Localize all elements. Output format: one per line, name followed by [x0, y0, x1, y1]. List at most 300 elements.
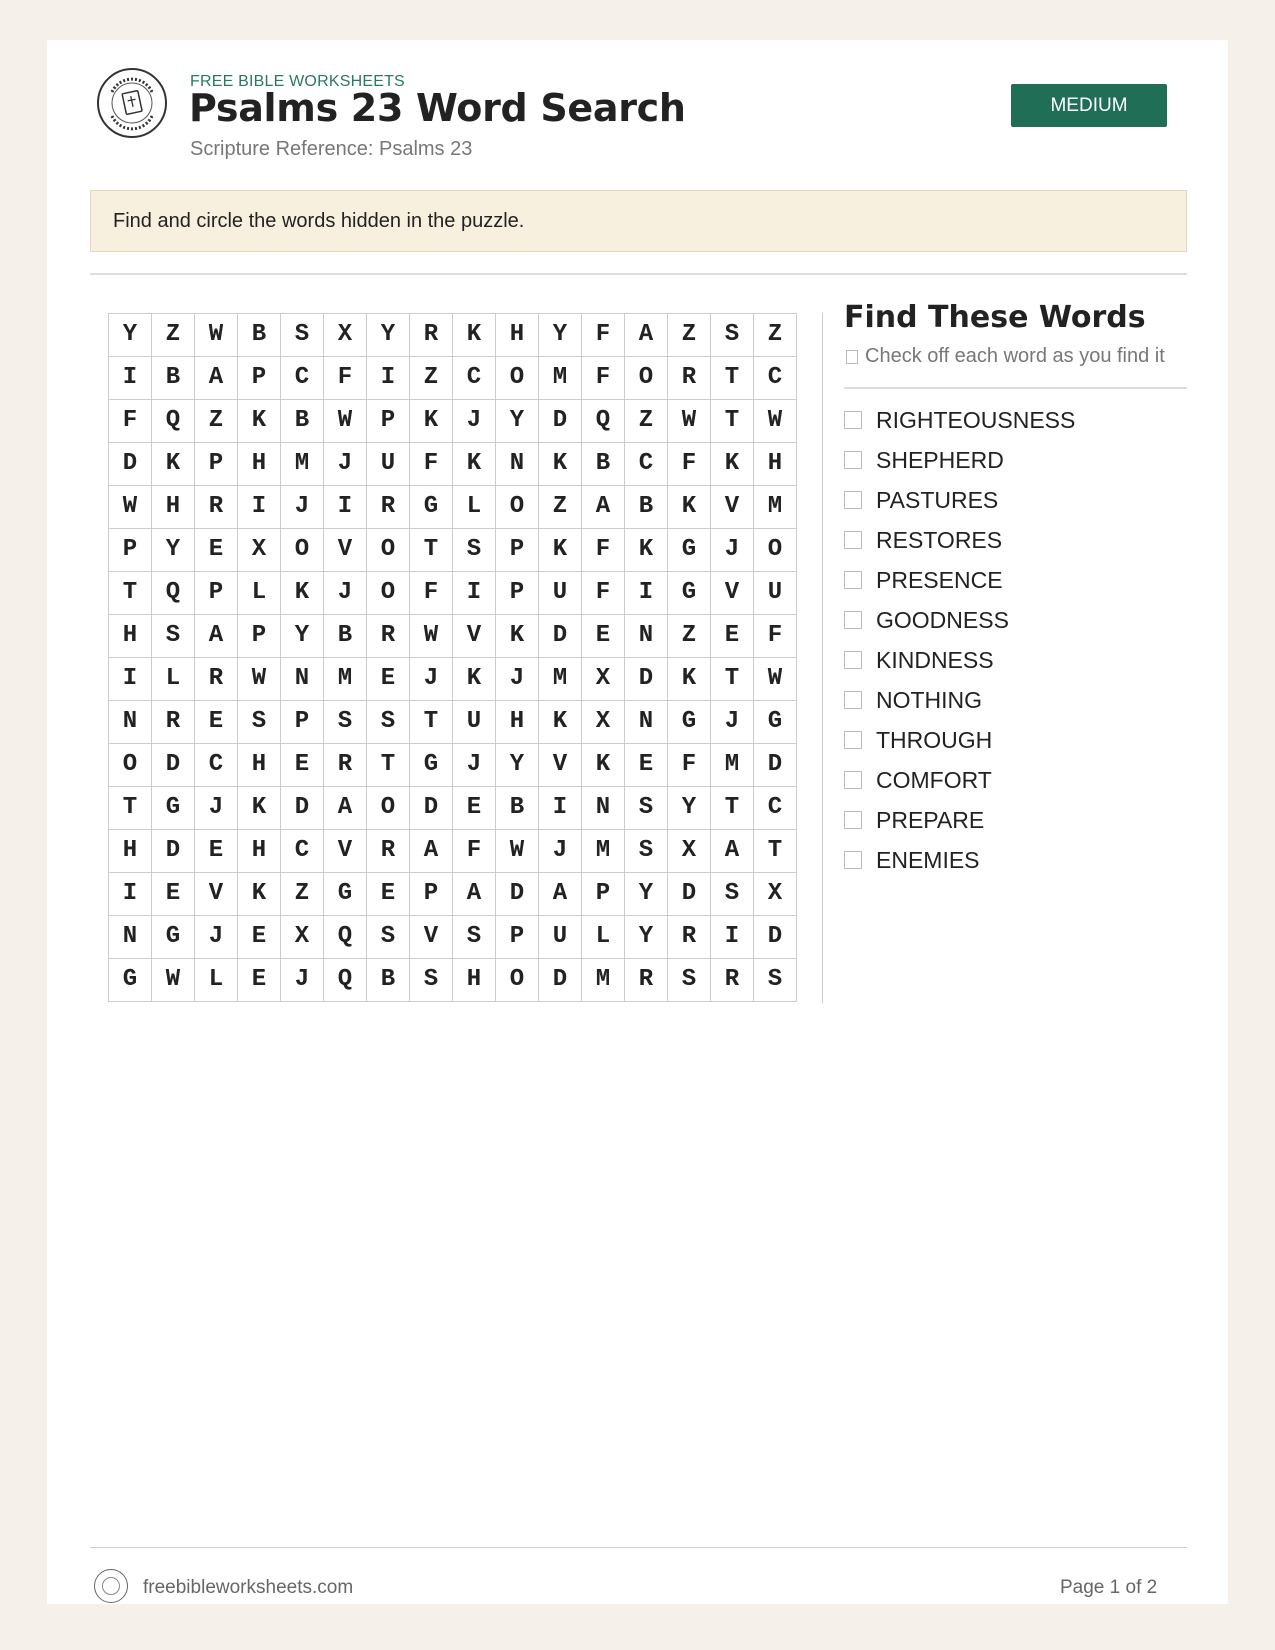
- grid-cell[interactable]: S: [238, 701, 281, 744]
- grid-cell[interactable]: F: [410, 572, 453, 615]
- grid-cell[interactable]: J: [281, 486, 324, 529]
- grid-cell[interactable]: S: [367, 701, 410, 744]
- grid-cell[interactable]: M: [582, 830, 625, 873]
- grid-cell[interactable]: V: [453, 615, 496, 658]
- grid-cell[interactable]: A: [625, 314, 668, 357]
- grid-cell[interactable]: W: [754, 400, 797, 443]
- grid-cell[interactable]: V: [195, 873, 238, 916]
- grid-cell[interactable]: Y: [539, 314, 582, 357]
- grid-cell[interactable]: T: [109, 787, 152, 830]
- grid-cell[interactable]: T: [109, 572, 152, 615]
- grid-cell[interactable]: H: [109, 830, 152, 873]
- grid-cell[interactable]: E: [152, 873, 195, 916]
- word-list-hint-text: Check off each word as you find it: [865, 345, 1165, 367]
- grid-cell[interactable]: K: [625, 529, 668, 572]
- grid-cell[interactable]: J: [324, 443, 367, 486]
- grid-cell[interactable]: F: [582, 572, 625, 615]
- grid-cell[interactable]: S: [453, 529, 496, 572]
- word-label: COMFORT: [876, 766, 992, 793]
- grid-cell[interactable]: H: [238, 744, 281, 787]
- grid-cell[interactable]: I: [711, 916, 754, 959]
- grid-cell[interactable]: L: [582, 916, 625, 959]
- grid-cell[interactable]: L: [453, 486, 496, 529]
- grid-cell[interactable]: F: [582, 529, 625, 572]
- grid-cell[interactable]: W: [410, 615, 453, 658]
- grid-cell[interactable]: S: [711, 873, 754, 916]
- grid-cell[interactable]: S: [410, 959, 453, 1002]
- grid-cell[interactable]: F: [410, 443, 453, 486]
- grid-cell[interactable]: R: [668, 357, 711, 400]
- word-list-item: [844, 840, 1075, 880]
- grid-cell[interactable]: A: [195, 357, 238, 400]
- grid-cell[interactable]: T: [410, 701, 453, 744]
- grid-cell[interactable]: D: [109, 443, 152, 486]
- grid-cell[interactable]: B: [625, 486, 668, 529]
- grid-cell[interactable]: M: [754, 486, 797, 529]
- grid-cell[interactable]: R: [410, 314, 453, 357]
- grid-cell[interactable]: N: [109, 701, 152, 744]
- grid-cell[interactable]: K: [711, 443, 754, 486]
- grid-cell[interactable]: O: [496, 357, 539, 400]
- grid-cell[interactable]: F: [582, 357, 625, 400]
- grid-cell[interactable]: E: [238, 916, 281, 959]
- grid-cell[interactable]: K: [539, 529, 582, 572]
- grid-cell[interactable]: R: [711, 959, 754, 1002]
- word-list-item: [844, 760, 1075, 800]
- grid-cell[interactable]: D: [539, 400, 582, 443]
- word-label: PRESENCE: [876, 566, 1003, 593]
- grid-cell[interactable]: H: [496, 701, 539, 744]
- grid-cell[interactable]: U: [539, 916, 582, 959]
- grid-cell[interactable]: I: [539, 787, 582, 830]
- grid-cell[interactable]: M: [539, 357, 582, 400]
- grid-cell[interactable]: V: [324, 529, 367, 572]
- grid-cell[interactable]: M: [281, 443, 324, 486]
- bible-icon: [99, 70, 169, 140]
- grid-cell[interactable]: V: [711, 572, 754, 615]
- grid-cell[interactable]: S: [367, 916, 410, 959]
- grid-cell[interactable]: U: [453, 701, 496, 744]
- grid-cell[interactable]: C: [625, 443, 668, 486]
- grid-cell[interactable]: J: [281, 959, 324, 1002]
- word-label: RESTORES: [876, 526, 1003, 553]
- instructions-box: Find and circle the words hidden in the puzzle.: [90, 190, 1187, 252]
- grid-cell[interactable]: Z: [754, 314, 797, 357]
- grid-cell[interactable]: S: [281, 314, 324, 357]
- brand-name: FREE BIBLE WORKSHEETS: [190, 73, 405, 90]
- grid-cell[interactable]: G: [152, 916, 195, 959]
- footer-divider: [90, 1547, 1187, 1548]
- grid-cell[interactable]: D: [152, 830, 195, 873]
- grid-cell[interactable]: I: [109, 357, 152, 400]
- grid-cell[interactable]: O: [496, 959, 539, 1002]
- grid-cell[interactable]: B: [582, 443, 625, 486]
- grid-cell[interactable]: J: [410, 658, 453, 701]
- grid-cell[interactable]: P: [496, 529, 539, 572]
- word-label: ENEMIES: [876, 846, 980, 873]
- grid-cell[interactable]: A: [410, 830, 453, 873]
- grid-cell[interactable]: K: [453, 658, 496, 701]
- grid-cell[interactable]: G: [109, 959, 152, 1002]
- grid-cell[interactable]: K: [539, 443, 582, 486]
- grid-cell[interactable]: J: [496, 658, 539, 701]
- grid-cell[interactable]: I: [453, 572, 496, 615]
- grid-cell[interactable]: Y: [625, 916, 668, 959]
- grid-cell[interactable]: I: [625, 572, 668, 615]
- grid-cell[interactable]: S: [711, 314, 754, 357]
- grid-cell[interactable]: T: [410, 529, 453, 572]
- grid-cell[interactable]: D: [281, 787, 324, 830]
- word-list-item: [844, 640, 1075, 680]
- grid-cell[interactable]: P: [195, 443, 238, 486]
- grid-cell[interactable]: W: [754, 658, 797, 701]
- grid-cell[interactable]: F: [109, 400, 152, 443]
- grid-cell[interactable]: S: [625, 787, 668, 830]
- grid-cell[interactable]: Q: [324, 959, 367, 1002]
- grid-cell[interactable]: P: [496, 916, 539, 959]
- grid-cell[interactable]: D: [496, 873, 539, 916]
- grid-cell[interactable]: S: [453, 916, 496, 959]
- word-list-item: [844, 560, 1075, 600]
- grid-cell[interactable]: D: [539, 615, 582, 658]
- grid-cell[interactable]: P: [109, 529, 152, 572]
- grid-cell[interactable]: R: [152, 701, 195, 744]
- grid-cell[interactable]: F: [453, 830, 496, 873]
- grid-cell[interactable]: D: [152, 744, 195, 787]
- grid-cell[interactable]: Y: [152, 529, 195, 572]
- grid-cell[interactable]: T: [711, 400, 754, 443]
- word-label: PREPARE: [876, 806, 985, 833]
- word-list-divider: [844, 387, 1187, 389]
- grid-cell[interactable]: K: [238, 873, 281, 916]
- grid-cell[interactable]: A: [324, 787, 367, 830]
- grid-cell[interactable]: J: [453, 400, 496, 443]
- grid-cell[interactable]: O: [367, 529, 410, 572]
- grid-cell[interactable]: D: [539, 959, 582, 1002]
- grid-cell[interactable]: G: [668, 701, 711, 744]
- bible-icon: [102, 1577, 120, 1595]
- grid-cell[interactable]: T: [711, 787, 754, 830]
- grid-cell[interactable]: S: [152, 615, 195, 658]
- grid-cell[interactable]: K: [453, 443, 496, 486]
- grid-cell[interactable]: R: [195, 486, 238, 529]
- grid-cell[interactable]: E: [367, 873, 410, 916]
- grid-cell[interactable]: H: [238, 830, 281, 873]
- word-checkbox[interactable]: [844, 571, 862, 589]
- grid-cell[interactable]: I: [109, 658, 152, 701]
- grid-cell[interactable]: J: [539, 830, 582, 873]
- word-checkbox[interactable]: [844, 731, 862, 749]
- grid-cell[interactable]: J: [711, 529, 754, 572]
- grid-cell[interactable]: C: [195, 744, 238, 787]
- grid-cell[interactable]: Q: [152, 400, 195, 443]
- grid-cell[interactable]: S: [625, 830, 668, 873]
- grid-cell[interactable]: X: [324, 314, 367, 357]
- grid-cell[interactable]: Y: [625, 873, 668, 916]
- grid-cell[interactable]: K: [668, 658, 711, 701]
- grid-cell[interactable]: R: [367, 830, 410, 873]
- grid-cell[interactable]: F: [324, 357, 367, 400]
- grid-cell[interactable]: V: [410, 916, 453, 959]
- grid-cell[interactable]: M: [324, 658, 367, 701]
- grid-cell[interactable]: J: [453, 744, 496, 787]
- grid-cell[interactable]: T: [754, 830, 797, 873]
- grid-cell[interactable]: I: [324, 486, 367, 529]
- grid-cell[interactable]: Y: [109, 314, 152, 357]
- grid-cell[interactable]: K: [238, 400, 281, 443]
- grid-cell[interactable]: H: [453, 959, 496, 1002]
- grid-cell[interactable]: W: [324, 400, 367, 443]
- grid-cell[interactable]: E: [238, 959, 281, 1002]
- grid-cell[interactable]: J: [711, 701, 754, 744]
- grid-cell[interactable]: B: [281, 400, 324, 443]
- grid-cell[interactable]: K: [453, 314, 496, 357]
- grid-cell[interactable]: A: [453, 873, 496, 916]
- header-divider: [90, 273, 1187, 275]
- grid-cell[interactable]: C: [281, 830, 324, 873]
- grid-cell[interactable]: K: [238, 787, 281, 830]
- difficulty-badge: MEDIUM: [1011, 84, 1167, 127]
- grid-cell[interactable]: M: [582, 959, 625, 1002]
- grid-cell[interactable]: Y: [496, 400, 539, 443]
- grid-cell[interactable]: G: [754, 701, 797, 744]
- grid-cell[interactable]: O: [109, 744, 152, 787]
- grid-cell[interactable]: J: [324, 572, 367, 615]
- grid-cell[interactable]: E: [711, 615, 754, 658]
- grid-cell[interactable]: I: [109, 873, 152, 916]
- word-list-item: [844, 440, 1075, 480]
- grid-cell[interactable]: W: [668, 400, 711, 443]
- grid-cell[interactable]: W: [152, 959, 195, 1002]
- grid-cell[interactable]: P: [496, 572, 539, 615]
- grid-cell[interactable]: T: [711, 658, 754, 701]
- grid-cell[interactable]: U: [367, 443, 410, 486]
- grid-cell[interactable]: K: [539, 701, 582, 744]
- grid-cell[interactable]: D: [410, 787, 453, 830]
- grid-cell[interactable]: X: [238, 529, 281, 572]
- footer-url[interactable]: freebibleworksheets.com: [143, 1577, 354, 1598]
- grid-cell[interactable]: G: [152, 787, 195, 830]
- grid-cell[interactable]: U: [539, 572, 582, 615]
- grid-cell[interactable]: K: [281, 572, 324, 615]
- word-label: KINDNESS: [876, 646, 994, 673]
- scripture-reference: Scripture Reference: Psalms 23: [190, 138, 473, 160]
- grid-cell[interactable]: R: [367, 486, 410, 529]
- grid-cell[interactable]: W: [496, 830, 539, 873]
- grid-cell[interactable]: F: [582, 314, 625, 357]
- grid-cell[interactable]: C: [754, 787, 797, 830]
- grid-cell[interactable]: M: [539, 658, 582, 701]
- word-checkbox[interactable]: [844, 811, 862, 829]
- grid-cell[interactable]: G: [410, 744, 453, 787]
- grid-cell[interactable]: N: [625, 615, 668, 658]
- grid-cell[interactable]: H: [109, 615, 152, 658]
- grid-cell[interactable]: B: [152, 357, 195, 400]
- grid-cell[interactable]: K: [582, 744, 625, 787]
- grid-cell[interactable]: J: [195, 916, 238, 959]
- word-checkbox[interactable]: [844, 531, 862, 549]
- grid-cell[interactable]: H: [754, 443, 797, 486]
- grid-cell[interactable]: J: [195, 787, 238, 830]
- grid-cell[interactable]: N: [109, 916, 152, 959]
- grid-cell[interactable]: S: [754, 959, 797, 1002]
- grid-cell[interactable]: O: [754, 529, 797, 572]
- grid-cell[interactable]: Z: [625, 400, 668, 443]
- grid-cell[interactable]: E: [367, 658, 410, 701]
- grid-cell[interactable]: A: [711, 830, 754, 873]
- grid-cell[interactable]: Z: [539, 486, 582, 529]
- grid-cell[interactable]: A: [539, 873, 582, 916]
- worksheet-page: [47, 40, 1228, 1604]
- grid-cell[interactable]: E: [195, 830, 238, 873]
- grid-cell[interactable]: Z: [281, 873, 324, 916]
- grid-cell[interactable]: K: [668, 486, 711, 529]
- grid-cell[interactable]: P: [195, 572, 238, 615]
- brand-logo: [97, 68, 167, 138]
- grid-cell[interactable]: X: [668, 830, 711, 873]
- grid-cell[interactable]: V: [711, 486, 754, 529]
- grid-cell[interactable]: Z: [152, 314, 195, 357]
- grid-cell[interactable]: B: [324, 615, 367, 658]
- grid-cell[interactable]: D: [754, 744, 797, 787]
- grid-cell[interactable]: A: [195, 615, 238, 658]
- grid-cell[interactable]: E: [582, 615, 625, 658]
- grid-cell[interactable]: E: [281, 744, 324, 787]
- grid-cell[interactable]: Z: [668, 314, 711, 357]
- word-checkbox[interactable]: [844, 651, 862, 669]
- grid-cell[interactable]: N: [496, 443, 539, 486]
- grid-cell[interactable]: G: [668, 572, 711, 615]
- grid-cell[interactable]: R: [668, 916, 711, 959]
- grid-cell[interactable]: O: [625, 357, 668, 400]
- grid-cell[interactable]: R: [367, 615, 410, 658]
- grid-cell[interactable]: V: [539, 744, 582, 787]
- grid-cell[interactable]: Q: [582, 400, 625, 443]
- grid-cell[interactable]: Z: [410, 357, 453, 400]
- grid-cell[interactable]: S: [668, 959, 711, 1002]
- grid-cell[interactable]: L: [152, 658, 195, 701]
- word-checkbox[interactable]: [844, 611, 862, 629]
- grid-cell[interactable]: Y: [496, 744, 539, 787]
- grid-cell[interactable]: D: [668, 873, 711, 916]
- grid-cell[interactable]: B: [238, 314, 281, 357]
- grid-cell[interactable]: M: [711, 744, 754, 787]
- grid-cell[interactable]: P: [410, 873, 453, 916]
- grid-cell[interactable]: W: [195, 314, 238, 357]
- word-label: SHEPHERD: [876, 446, 1004, 473]
- grid-cell[interactable]: S: [324, 701, 367, 744]
- grid-cell[interactable]: W: [109, 486, 152, 529]
- word-checkbox[interactable]: [844, 851, 862, 869]
- grid-cell[interactable]: B: [496, 787, 539, 830]
- grid-cell[interactable]: X: [582, 658, 625, 701]
- grid-cell[interactable]: H: [152, 486, 195, 529]
- grid-cell[interactable]: Z: [668, 615, 711, 658]
- grid-cell[interactable]: P: [238, 357, 281, 400]
- grid-cell[interactable]: R: [195, 658, 238, 701]
- word-label: THROUGH: [876, 726, 993, 753]
- grid-cell[interactable]: I: [367, 357, 410, 400]
- word-checkbox[interactable]: [844, 411, 862, 429]
- grid-cell[interactable]: N: [281, 658, 324, 701]
- grid-cell[interactable]: E: [453, 787, 496, 830]
- grid-cell[interactable]: P: [582, 873, 625, 916]
- grid-cell[interactable]: O: [367, 572, 410, 615]
- grid-cell[interactable]: O: [496, 486, 539, 529]
- grid-cell[interactable]: Q: [152, 572, 195, 615]
- grid-cell[interactable]: L: [238, 572, 281, 615]
- grid-cell[interactable]: F: [668, 443, 711, 486]
- grid-cell[interactable]: T: [367, 744, 410, 787]
- grid-cell[interactable]: G: [324, 873, 367, 916]
- grid-cell[interactable]: R: [324, 744, 367, 787]
- grid-cell[interactable]: E: [625, 744, 668, 787]
- grid-cell[interactable]: O: [367, 787, 410, 830]
- grid-cell[interactable]: C: [453, 357, 496, 400]
- grid-cell[interactable]: E: [195, 529, 238, 572]
- grid-cell[interactable]: K: [496, 615, 539, 658]
- word-list-item: [844, 800, 1075, 840]
- grid-cell[interactable]: B: [367, 959, 410, 1002]
- grid-cell[interactable]: K: [410, 400, 453, 443]
- grid-cell[interactable]: Y: [367, 314, 410, 357]
- grid-cell[interactable]: G: [410, 486, 453, 529]
- grid-cell[interactable]: X: [281, 916, 324, 959]
- grid-cell[interactable]: R: [625, 959, 668, 1002]
- grid-cell[interactable]: H: [238, 443, 281, 486]
- grid-cell[interactable]: Z: [195, 400, 238, 443]
- grid-cell[interactable]: P: [367, 400, 410, 443]
- grid-cell[interactable]: V: [324, 830, 367, 873]
- grid-cell[interactable]: K: [152, 443, 195, 486]
- grid-cell[interactable]: X: [754, 873, 797, 916]
- word-label: GOODNESS: [876, 606, 1009, 633]
- grid-cell[interactable]: P: [238, 615, 281, 658]
- grid-cell[interactable]: G: [668, 529, 711, 572]
- word-search-grid: [108, 313, 797, 1002]
- grid-cell[interactable]: E: [195, 701, 238, 744]
- grid-cell[interactable]: D: [754, 916, 797, 959]
- page-title: Psalms 23 Word Search: [189, 86, 686, 130]
- grid-cell[interactable]: P: [281, 701, 324, 744]
- grid-cell[interactable]: Y: [668, 787, 711, 830]
- grid-cell[interactable]: C: [754, 357, 797, 400]
- grid-cell[interactable]: W: [238, 658, 281, 701]
- grid-cell[interactable]: N: [625, 701, 668, 744]
- grid-cell[interactable]: Q: [324, 916, 367, 959]
- grid-cell[interactable]: X: [582, 701, 625, 744]
- grid-cell[interactable]: F: [668, 744, 711, 787]
- grid-cell[interactable]: A: [582, 486, 625, 529]
- word-list-item: [844, 600, 1075, 640]
- word-checkbox[interactable]: [844, 771, 862, 789]
- grid-cell[interactable]: O: [281, 529, 324, 572]
- word-checkbox[interactable]: [844, 491, 862, 509]
- grid-cell[interactable]: H: [496, 314, 539, 357]
- grid-cell[interactable]: U: [754, 572, 797, 615]
- grid-cell[interactable]: F: [754, 615, 797, 658]
- grid-cell[interactable]: C: [281, 357, 324, 400]
- grid-cell[interactable]: D: [625, 658, 668, 701]
- grid-cell[interactable]: L: [195, 959, 238, 1002]
- word-checkbox[interactable]: [844, 451, 862, 469]
- word-checkbox[interactable]: [844, 691, 862, 709]
- page-number: Page 1 of 2: [1060, 1577, 1158, 1598]
- grid-cell[interactable]: I: [238, 486, 281, 529]
- grid-cell[interactable]: N: [582, 787, 625, 830]
- grid-cell[interactable]: T: [711, 357, 754, 400]
- grid-cell[interactable]: Y: [281, 615, 324, 658]
